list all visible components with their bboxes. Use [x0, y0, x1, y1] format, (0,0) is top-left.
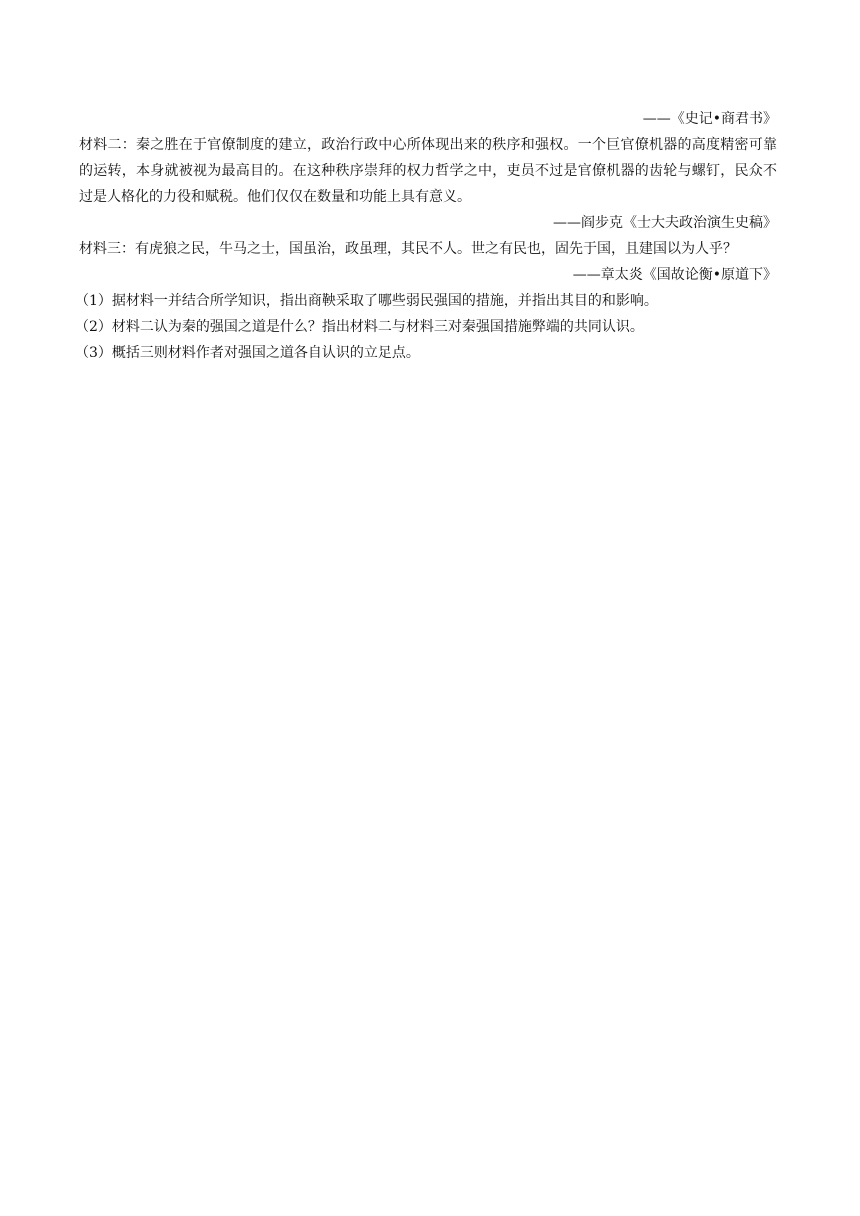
source-citation-3: ——章太炎《国故论衡•原道下》 — [572, 267, 777, 283]
question-3: （3）概括三则材料作者对强国之道各自认识的立足点。 — [75, 345, 420, 361]
question-2: （2）材料二认为秦的强国之道是什么？指出材料二与材料三对秦强国措施弊端的共同认识。 — [75, 319, 644, 335]
source-citation-2: ——阎步克《士大夫政治演生史稿》 — [553, 215, 777, 231]
question-1: （1）据材料一并结合所学知识，指出商鞅采取了哪些弱民强国的措施，并指出其目的和影响。 — [75, 293, 658, 309]
material-2-text: 材料二：秦之胜在于官僚制度的建立，政治行政中心所体现出来的秩序和强权。一个巨官僚机器的高度精密可靠的运转，本身就被视为最高目的。在这种秩序崇拜的权力哲学之中，吏员不过是官僚机器的齿轮与螺钉，民众不过是人格化的力役和赋税。他们仅仅在数量和功能上具有意义。 — [79, 137, 777, 205]
document-content — [75, 106, 777, 366]
material-3-text: 材料三：有虎狼之民，牛马之士，国虽治，政虽理，其民不人。世之有民也，固先于国，且建国以为人乎？ — [79, 241, 737, 257]
source-citation-1: ——《史记•商君书》 — [642, 111, 777, 127]
